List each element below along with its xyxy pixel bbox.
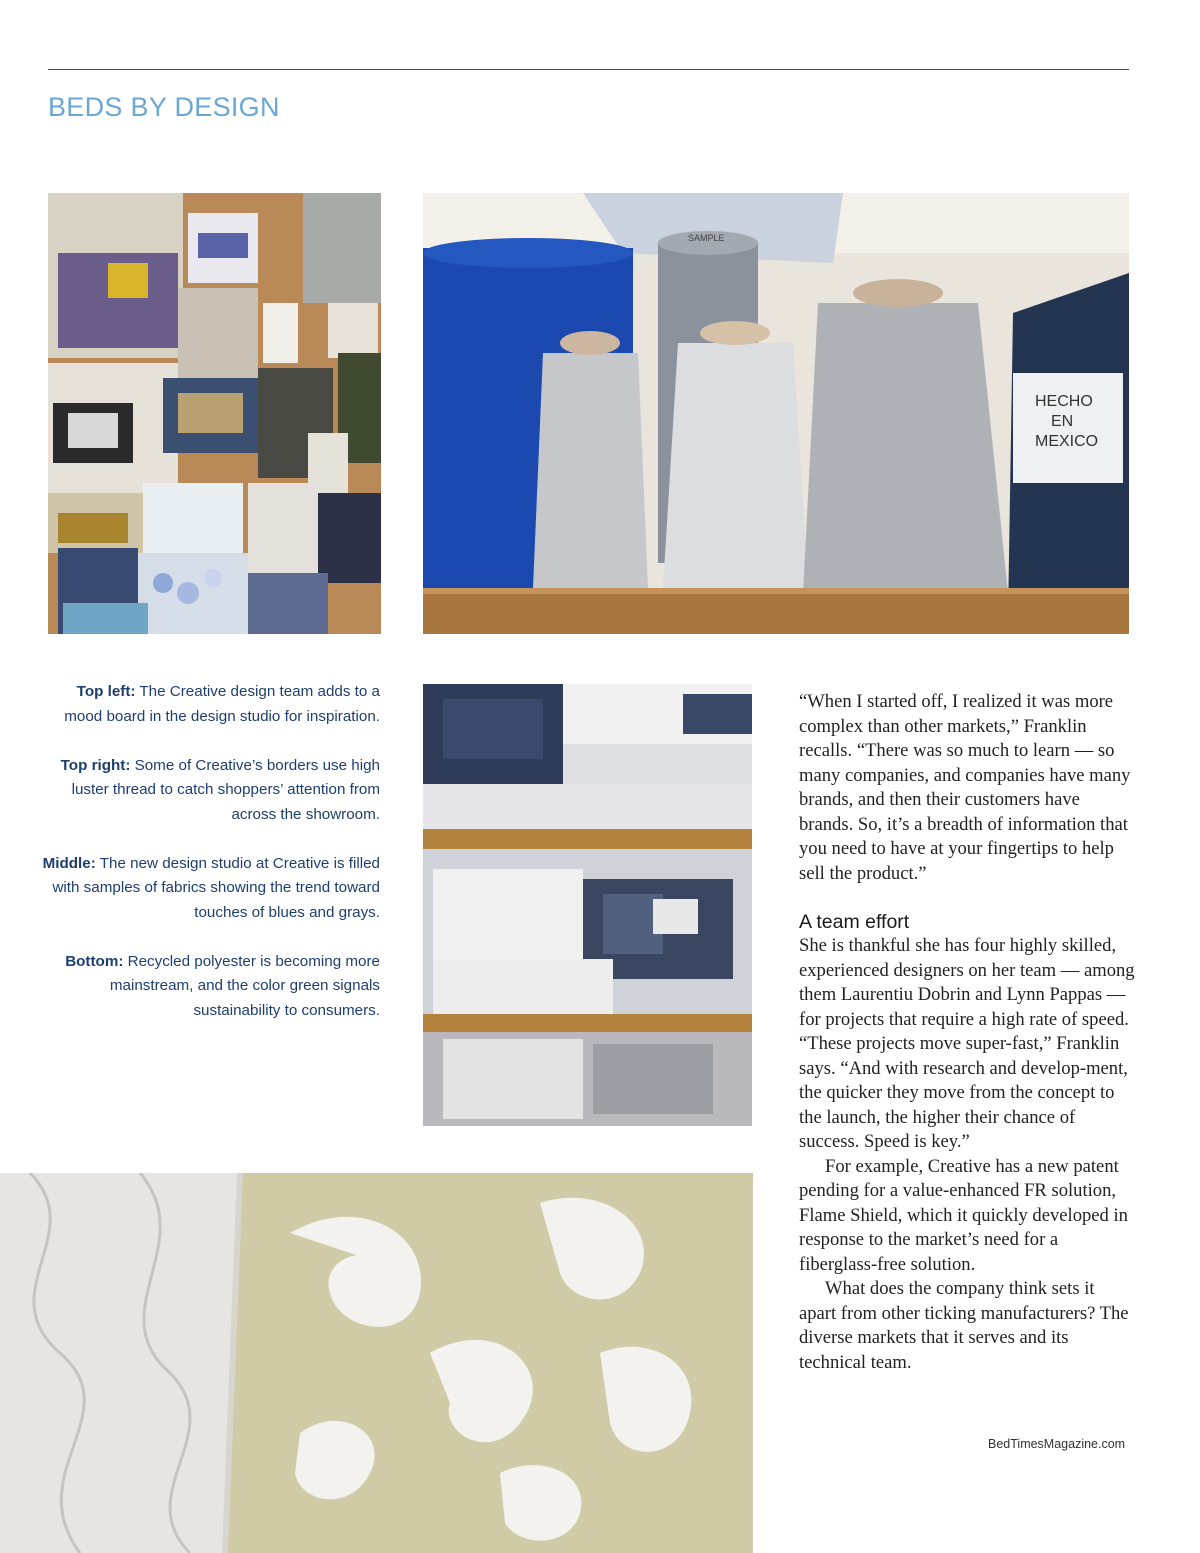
caption-lead: Top left:	[76, 683, 136, 700]
moodboard-photo	[48, 193, 381, 634]
fabric-samples-photo	[423, 684, 752, 1126]
caption-text: The new design studio at Creative is filled with samples of fabrics showing the trend toward touches of blues and grays.	[52, 854, 380, 921]
caption-top-left	[40, 680, 380, 729]
header-rule	[48, 69, 1129, 70]
hecho-label: HECHO	[1035, 393, 1093, 410]
thread-cones-photo	[423, 193, 1129, 634]
caption-text: The Creative design team adds to a mood board in the design studio for inspiration.	[64, 683, 380, 725]
article-paragraph: “When I started off, I realized it was more complex than other markets,” Franklin recalls. “There was so much to learn — so many companies, and companies have many brands, and then their customers have brands. So, it’s a breadth of information that you need to have at your fingertips to help sell the product.”	[799, 691, 1131, 884]
article-paragraph: What does the company think sets it apart from other ticking manufacturers? The diverse markets that it serves and its technical team.	[799, 1278, 1129, 1373]
caption-text: Recycled polyester is becoming more mainstream, and the color green signals sustainability to consumers.	[109, 952, 380, 1019]
article-subhead: A team effort	[799, 911, 910, 933]
photo-captions	[40, 680, 380, 1048]
caption-top-right	[40, 754, 380, 828]
article-body	[799, 690, 1135, 1375]
footer-site: BedTimesMagazine.com	[988, 1437, 1126, 1451]
caption-middle	[40, 852, 380, 926]
article-paragraph: She is thankful she has four highly skilled, experienced designers on her team — among them Laurentiu Dobrin and Lynn Pappas — for projects that require a high rate of speed. “These projects move super-fast,” Franklin says. “And with research and develop-ment, the quicker they move from the concept to the launch, the higher their chance of success. Speed is key.”	[799, 935, 1135, 1152]
section-title: BEDS BY DESIGN	[48, 92, 280, 122]
caption-lead: Bottom:	[65, 952, 124, 970]
sample-label: SAMPLE	[688, 233, 725, 243]
article-paragraph: For example, Creative has a new patent pending for a value-enhanced FR solution, Flame Shield, which it quickly developed in response to the market’s need for a fiberglass-free solution.	[799, 1155, 1128, 1275]
en-label: EN	[1051, 413, 1074, 430]
caption-text: Some of Creative’s borders use high luster thread to catch shoppers’ attention from across the showroom.	[71, 756, 380, 823]
quilted-fabric-photo	[0, 1173, 753, 1553]
caption-bottom	[40, 950, 380, 1024]
mexico-label: MEXICO	[1035, 433, 1099, 450]
caption-lead: Top right:	[60, 756, 131, 774]
caption-lead: Middle:	[42, 854, 96, 872]
